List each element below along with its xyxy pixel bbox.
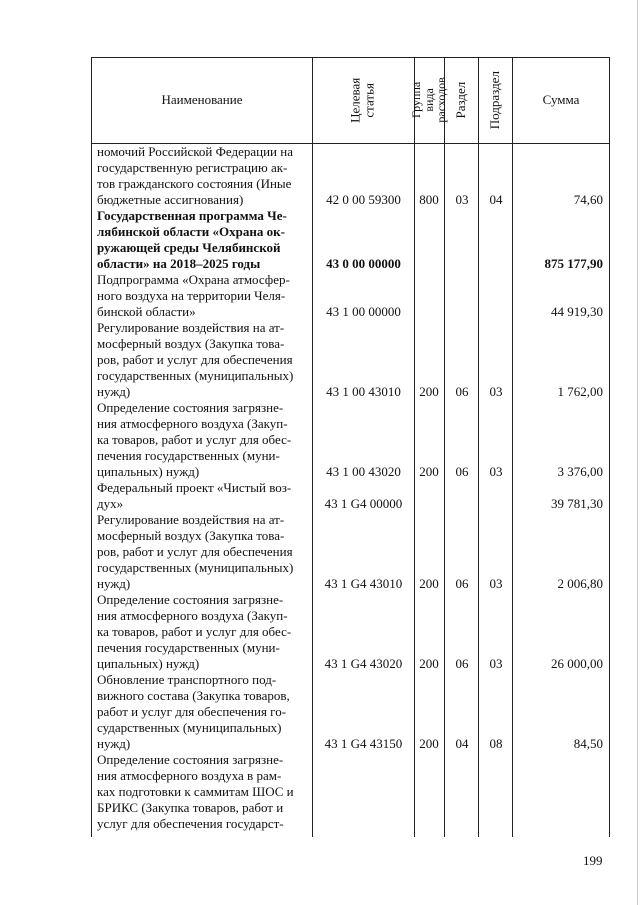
row-name: Определение состояния загрязне- ния атмосферного воздуха (Закуп- ка товаров, работ и услуг для обес- печения государственных (муни- ципальных) нужд): [97, 592, 292, 671]
page-number: 199: [583, 853, 603, 868]
header-group-wrap: [409, 57, 449, 143]
header-sum: Сумма: [542, 91, 580, 107]
col-divider-group: [444, 57, 445, 837]
row-name: Государственная программа Че- лябинской области «Охрана ок- ружающей среды Челябинской области» на 2018–2025 годы: [97, 208, 287, 271]
col-divider-name: [312, 57, 313, 837]
row-group: 200: [419, 384, 439, 399]
row-subsection: 03: [489, 576, 503, 591]
header-name: Наименование: [161, 91, 243, 107]
header-target: Целевая статья: [347, 77, 377, 123]
row-group: 200: [419, 576, 439, 591]
header-group: Группа вида расходов: [409, 77, 449, 123]
row-sum: 2 006,80: [557, 576, 603, 591]
row-group: 800: [419, 192, 439, 207]
row-name: Регулирование воздействия на ат- мосферный воздух (Закупка това- ров, работ и услуг для обеспечения государственных (муниципальных) нужд): [97, 512, 294, 591]
row-sum: 875 177,90: [544, 256, 603, 271]
col-divider-section: [478, 57, 479, 837]
row-sum: 74,60: [573, 192, 603, 207]
row-name: Определение состояния загрязне- ния атмосферного воздуха (Закуп- ка товаров, работ и услуг для обес- печения государственных (муни- ципальных) нужд): [97, 400, 292, 479]
row-code: 43 1 G4 43020: [324, 656, 403, 671]
row-code: 42 0 00 59300: [326, 192, 401, 207]
row-sum: 26 000,00: [551, 656, 603, 671]
row-code: 43 1 00 00000: [326, 304, 401, 319]
header-target-wrap: [312, 57, 414, 143]
row-subsection: 04: [489, 192, 503, 207]
row-subsection: 03: [489, 464, 503, 479]
row-sum: 3 376,00: [557, 464, 603, 479]
row-subsection: 08: [489, 736, 503, 751]
row-code: 43 0 00 00000: [326, 256, 401, 271]
row-code: 43 1 G4 43010: [324, 576, 403, 591]
row-group: 200: [419, 464, 439, 479]
row-name: Федеральный проект «Чистый воз- дух»: [97, 480, 292, 511]
row-section: 06: [455, 656, 469, 671]
row-code: 43 1 00 43020: [326, 464, 401, 479]
row-name: Обновление транспортного под- вижного состава (Закупка товаров, работ и услуг для обеспечения го- сударственных (муниципальных) нужд): [97, 672, 290, 751]
row-sum: 1 762,00: [557, 384, 603, 399]
row-sum: 44 919,30: [551, 304, 603, 319]
header-section-wrap: [444, 57, 478, 143]
row-section: 06: [455, 576, 469, 591]
row-section: 03: [455, 192, 469, 207]
header-subsection: Подраздел: [486, 70, 502, 130]
header-section: Раздел: [452, 81, 468, 119]
row-name: Регулирование воздействия на ат- мосферный воздух (Закупка това- ров, работ и услуг для обеспечения государственных (муниципальных) нужд): [97, 320, 294, 399]
row-name: Подпрограмма «Охрана атмосфер- ного воздуха на территории Челя- бинской области»: [97, 272, 290, 319]
header-subsection-wrap: [478, 57, 512, 143]
col-divider-subsection: [512, 57, 513, 837]
row-sum: 84,50: [573, 736, 603, 751]
page-edge: [637, 0, 638, 905]
col-divider-code: [414, 57, 415, 837]
row-section: 04: [455, 736, 469, 751]
row-code: 43 1 00 43010: [326, 384, 401, 399]
row-code: 43 1 G4 43150: [324, 736, 403, 751]
row-section: 06: [455, 464, 469, 479]
row-group: 200: [419, 656, 439, 671]
row-section: 06: [455, 384, 469, 399]
row-group: 200: [419, 736, 439, 751]
row-subsection: 03: [489, 656, 503, 671]
budget-table: [91, 57, 610, 837]
row-sum: 39 781,30: [551, 496, 603, 511]
row-name: Определение состояния загрязне- ния атмосферного воздуха в рам- ках подготовки к саммитам ШОС и БРИКС (Закупка товаров, работ и услуг для обеспечения государст-: [97, 752, 294, 831]
row-name: номочий Российской Федерации на государственную регистрацию ак- тов гражданского состояния (Иные бюджетные ассигнования): [97, 144, 293, 207]
row-subsection: 03: [489, 384, 503, 399]
row-code: 43 1 G4 00000: [324, 496, 403, 511]
